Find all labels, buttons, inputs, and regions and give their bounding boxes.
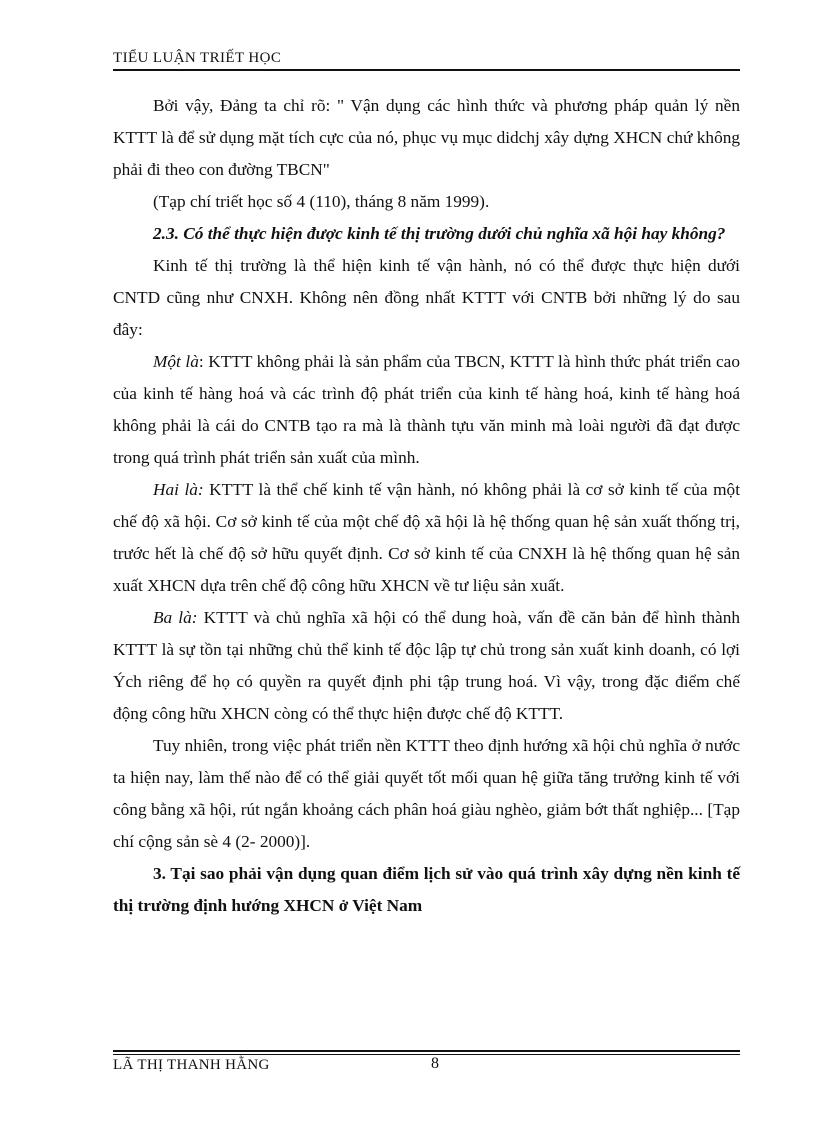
page-number: 8: [431, 1055, 439, 1072]
reason-2-text: KTTT là thể chế kinh tế vận hành, nó không phải là cơ sở kinh tế của một chế độ xã hội. Cơ sở kinh tế của một chế độ xã hội là hệ thống quan hệ sản xuất thống trị, trước hết là chế độ sở hữu quyết định. Cơ sở kinh tế của CNXH là hệ thống quan hệ sản xuất XHCN dựa trên chế độ công hữu XHCN về tư liệu sản xuất.: [113, 480, 740, 595]
reason-3-lead: Ba là:: [153, 608, 198, 627]
reason-2-lead: Hai là:: [153, 480, 204, 499]
reason-1-lead: Một là: [153, 352, 199, 371]
footer-divider-thin: [113, 1054, 740, 1055]
paragraph-quote: Bởi vậy, Đảng ta chỉ rõ: " Vận dụng các hình thức và phương pháp quản lý nền KTTT là để sử dụng mặt tích cực của nó, phục vụ mục didchj xây dựng XHCN chứ không phải đi theo con đường TBCN": [113, 96, 740, 179]
header-title: TIỂU LUẬN TRIẾT HỌC: [113, 50, 282, 66]
reason-1-text: : KTTT không phải là sản phẩm của TBCN, KTTT là hình thức phát triển cao của kinh tế hàng hoá và các trình độ phát triển của kinh tế hàng hoá, kinh tế hàng hoá không phải là cái do CNTB tạo ra mà là thành tựu văn minh mà loài người đã đạt được trong quá trình phát triển sản xuất của mình.: [113, 352, 740, 467]
page-footer: [113, 1050, 740, 1080]
page-body: [113, 90, 740, 922]
reason-3-text: KTTT và chủ nghĩa xã hội có thể dung hoà, vấn đề căn bản để hình thành KTTT là sự tồn tại những chủ thể kinh tế độc lập tự chủ trong sản xuất kinh doanh, có lợi Ých riêng để họ có quyền ra quyết định phi tập trung hoá. Vì vậy, trong đặc điểm chế động công hữu XHCN còng có thể thực hiện được chế độ KTTT.: [113, 608, 740, 723]
paragraph-reason-1: [113, 346, 740, 474]
footer-divider-thick: [113, 1050, 740, 1052]
paragraph-reason-2: [113, 474, 740, 602]
paragraph-reason-3: [113, 602, 740, 730]
footer-author: LÃ THỊ THANH HẰNG: [113, 1057, 270, 1073]
paragraph-intro: Kinh tế thị trường là thể hiện kinh tế vận hành, nó có thể được thực hiện dưới CNTD cũng như CNXH. Không nên đồng nhất KTTT với CNTB bởi những lý do sau đây:: [113, 256, 740, 339]
header-divider: [113, 69, 740, 71]
paragraph-citation: (Tạp chí triết học số 4 (110), tháng 8 năm 1999).: [153, 192, 490, 211]
paragraph-conclusion: Tuy nhiên, trong việc phát triển nền KTTT theo định hướng xã hội chủ nghĩa ở nước ta hiện nay, làm thế nào để có thể giải quyết tốt mối quan hệ giữa tăng trưởng kinh tế với công bằng xã hội, rút ngắn khoảng cách phân hoá giàu nghèo, giảm bớt thất nghiệp... [Tạp chí cộng sản sè 4 (2- 2000)].: [113, 736, 740, 851]
section-heading-2-3: 2.3. Có thể thực hiện được kinh tế thị trường dưới chủ nghĩa xã hội hay không?: [153, 224, 726, 243]
page-header: [113, 48, 740, 68]
section-heading-3: 3. Tại sao phải vận dụng quan điểm lịch sử vào quá trình xây dựng nền kinh tế thị trường định hướng XHCN ở Việt Nam: [113, 864, 740, 915]
